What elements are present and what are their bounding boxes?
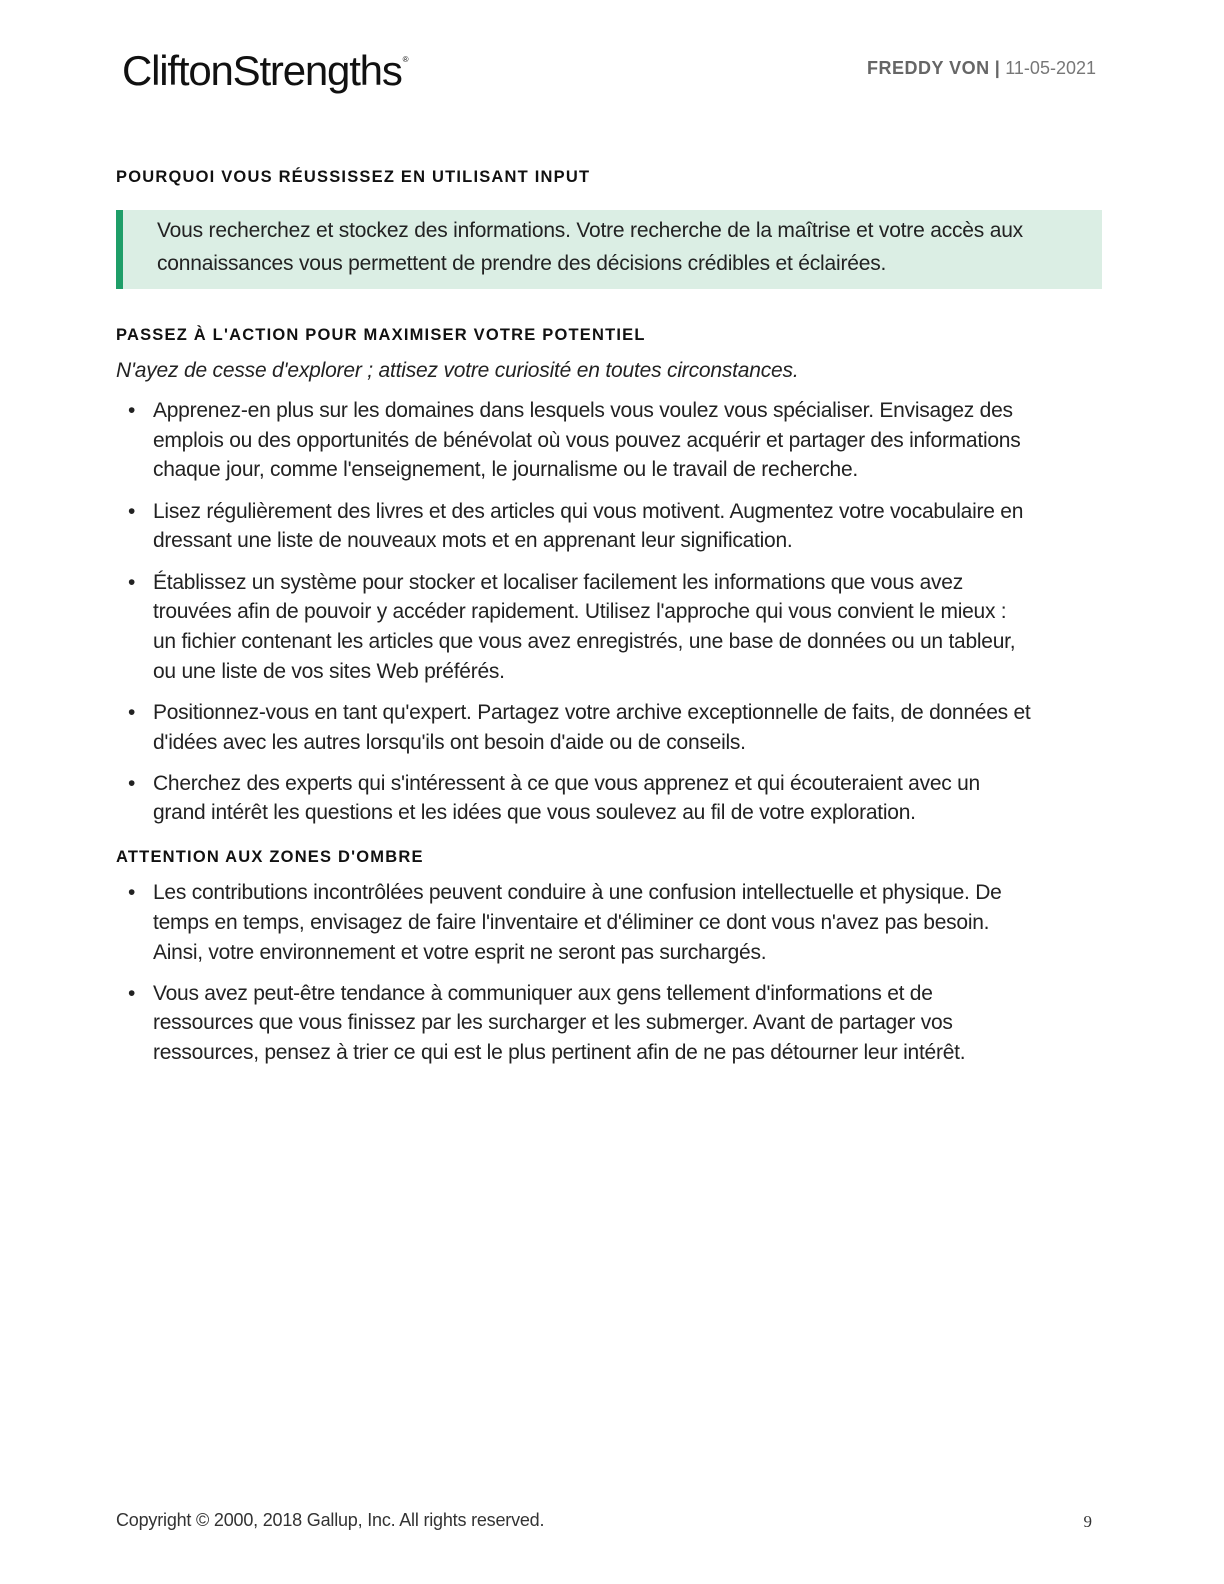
bullet-icon: • — [128, 700, 136, 724]
report-date: 11-05-2021 — [1005, 58, 1096, 78]
list-item — [116, 698, 1032, 757]
theme-summary-callout: Vous recherchez et stockez des informations. Votre recherche de la maîtrise et votre accès aux connaissances vous permettent de prendre des décisions crédibles et éclairées. — [116, 210, 1102, 289]
logo-text: CliftonStrengths — [122, 47, 402, 94]
list-item-text: Lisez régulièrement des livres et des articles qui vous motivent. Augmentez votre vocabulaire en dressant une liste de nouveaux mots et en apprenant leur signification. — [153, 499, 1024, 553]
list-item — [116, 769, 1032, 828]
bullet-icon: • — [128, 981, 136, 1005]
header-separator: | — [994, 58, 1001, 78]
bullet-icon: • — [128, 771, 136, 795]
list-item-text: Positionnez-vous en tant qu'expert. Partagez votre archive exceptionnelle de faits, de données et d'idées avec les autres lorsqu'ils ont besoin d'aide ou de conseils. — [153, 700, 1031, 754]
bullet-icon: • — [128, 499, 136, 523]
bullet-icon: • — [128, 570, 136, 594]
blind-spots-list — [116, 878, 1032, 1068]
bullet-icon: • — [128, 881, 136, 905]
list-item — [116, 396, 1032, 485]
list-item-text: Apprenez-en plus sur les domaines dans lesquels vous voulez vous spécialiser. Envisagez des emplois ou des opportunités de bénévolat où vous pouvez acquérir et partager des informations chaque jour, comme l'enseignement, le journalisme ou le travail de recherche. — [153, 399, 1021, 482]
page-number: 9 — [1083, 1512, 1092, 1531]
take-action-heading: PASSEZ À L'ACTION POUR MAXIMISER VOTRE POTENTIEL — [116, 326, 646, 344]
registered-mark: ® — [402, 55, 408, 64]
why-succeed-heading: POURQUOI VOUS RÉUSSISSEZ EN UTILISANT INPUT — [116, 168, 591, 186]
page-content — [116, 166, 1102, 1079]
bullet-icon: • — [128, 399, 136, 422]
clifton-strengths-logo — [122, 47, 408, 94]
copyright-notice: Copyright © 2000, 2018 Gallup, Inc. All rights reserved. — [116, 1510, 545, 1530]
list-item-text: Vous avez peut-être tendance à communiquer aux gens tellement d'informations et de ressources que vous finissez par les surcharger et les submerger. Avant de partager vos ressources, pensez à trier ce qui est le plus pertinent afin de ne pas détourner leur intérêt. — [153, 981, 966, 1065]
report-header-meta — [867, 58, 1096, 79]
list-item — [116, 979, 1032, 1068]
list-item-text: Établissez un système pour stocker et localiser facilement les informations que vous avez trouvées afin de pouvoir y accéder rapidement. Utilisez l'approche qui vous convient le mieux : un fichier contenant les articles que vous avez enregistrés, une base de données ou un tableur, ou une liste de vos sites Web préférés. — [153, 570, 1016, 683]
action-intro: N'ayez de cesse d'explorer ; attisez votre curiosité en toutes circonstances. — [116, 359, 799, 382]
list-item — [116, 568, 1032, 687]
list-item — [116, 497, 1032, 556]
list-item — [116, 878, 1032, 967]
action-items-list — [116, 396, 1032, 828]
blind-spots-heading: ATTENTION AUX ZONES D'OMBRE — [116, 848, 424, 867]
participant-name: FREDDY VON — [866, 58, 990, 78]
list-item-text: Cherchez des experts qui s'intéressent à ce que vous apprenez et qui écouteraient avec un grand intérêt les questions et les idées que vous soulevez au fil de votre exploration. — [153, 771, 980, 825]
list-item-text: Les contributions incontrôlées peuvent conduire à une confusion intellectuelle et physique. De temps en temps, envisagez de faire l'inventaire et d'éliminer ce dont vous n'avez pas besoin. Ainsi, votre environnement et votre esprit ne seront pas surchargés. — [153, 881, 1002, 964]
